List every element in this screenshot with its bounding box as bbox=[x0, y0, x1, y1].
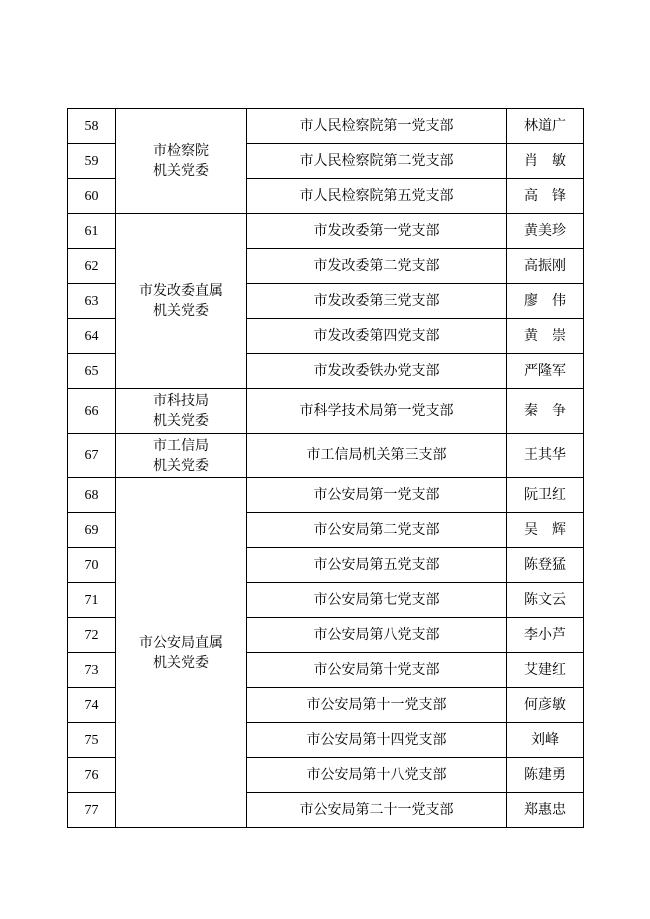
person-name: 严隆军 bbox=[507, 354, 584, 389]
parent-org-label: 市科技局 机关党委 bbox=[153, 393, 209, 429]
branch-name: 市工信局机关第三支部 bbox=[247, 434, 507, 478]
person-name: 秦 争 bbox=[507, 389, 584, 434]
row-number: 59 bbox=[68, 144, 116, 179]
branch-name: 市公安局第一党支部 bbox=[247, 478, 507, 513]
row-number: 62 bbox=[68, 249, 116, 284]
branch-name: 市公安局第十八党支部 bbox=[247, 758, 507, 793]
table-row bbox=[68, 109, 584, 144]
person-name: 陈登猛 bbox=[507, 548, 584, 583]
branch-name: 市发改委第三党支部 bbox=[247, 284, 507, 319]
branch-name: 市人民检察院第五党支部 bbox=[247, 179, 507, 214]
branch-name: 市公安局第二党支部 bbox=[247, 513, 507, 548]
row-number: 60 bbox=[68, 179, 116, 214]
party-branch-table bbox=[67, 108, 584, 828]
branch-name: 市公安局第十四党支部 bbox=[247, 723, 507, 758]
branch-name: 市发改委第二党支部 bbox=[247, 249, 507, 284]
person-name: 肖 敏 bbox=[507, 144, 584, 179]
person-name: 阮卫红 bbox=[507, 478, 584, 513]
table-row bbox=[68, 389, 584, 434]
person-name: 王其华 bbox=[507, 434, 584, 478]
parent-org-label: 市工信局 机关党委 bbox=[153, 437, 209, 474]
person-name: 林道广 bbox=[507, 109, 584, 144]
person-name: 陈建勇 bbox=[507, 758, 584, 793]
parent-org-label: 市发改委直属 机关党委 bbox=[139, 283, 223, 319]
branch-name: 市发改委第四党支部 bbox=[247, 319, 507, 354]
branch-name: 市公安局第十一党支部 bbox=[247, 688, 507, 723]
parent-org-cell bbox=[116, 214, 247, 389]
row-number: 72 bbox=[68, 618, 116, 653]
branch-name: 市发改委铁办党支部 bbox=[247, 354, 507, 389]
branch-name: 市科学技术局第一党支部 bbox=[247, 389, 507, 434]
person-name: 刘峰 bbox=[507, 723, 584, 758]
branch-name: 市人民检察院第二党支部 bbox=[247, 144, 507, 179]
row-number: 64 bbox=[68, 319, 116, 354]
person-name: 廖 伟 bbox=[507, 284, 584, 319]
parent-org-cell bbox=[116, 434, 247, 478]
row-number: 71 bbox=[68, 583, 116, 618]
person-name: 吴 辉 bbox=[507, 513, 584, 548]
branch-name: 市公安局第八党支部 bbox=[247, 618, 507, 653]
person-name: 郑惠忠 bbox=[507, 793, 584, 828]
branch-name: 市公安局第五党支部 bbox=[247, 548, 507, 583]
person-name: 李小芦 bbox=[507, 618, 584, 653]
row-number: 73 bbox=[68, 653, 116, 688]
row-number: 75 bbox=[68, 723, 116, 758]
row-number: 76 bbox=[68, 758, 116, 793]
row-number: 69 bbox=[68, 513, 116, 548]
row-number: 74 bbox=[68, 688, 116, 723]
row-number: 77 bbox=[68, 793, 116, 828]
branch-name: 市公安局第十党支部 bbox=[247, 653, 507, 688]
row-number: 63 bbox=[68, 284, 116, 319]
table-row bbox=[68, 214, 584, 249]
branch-name: 市公安局第二十一党支部 bbox=[247, 793, 507, 828]
row-number: 58 bbox=[68, 109, 116, 144]
row-number: 66 bbox=[68, 389, 116, 434]
person-name: 黄 崇 bbox=[507, 319, 584, 354]
person-name: 陈文云 bbox=[507, 583, 584, 618]
table-row bbox=[68, 478, 584, 513]
parent-org-cell bbox=[116, 478, 247, 828]
branch-name: 市发改委第一党支部 bbox=[247, 214, 507, 249]
parent-org-label: 市公安局直属 机关党委 bbox=[139, 634, 223, 671]
row-number: 70 bbox=[68, 548, 116, 583]
table-row bbox=[68, 434, 584, 478]
branch-name: 市人民检察院第一党支部 bbox=[247, 109, 507, 144]
parent-org-cell bbox=[116, 109, 247, 214]
person-name: 高 锋 bbox=[507, 179, 584, 214]
parent-org-cell bbox=[116, 389, 247, 434]
person-name: 何彦敏 bbox=[507, 688, 584, 723]
branch-name: 市公安局第七党支部 bbox=[247, 583, 507, 618]
row-number: 68 bbox=[68, 478, 116, 513]
person-name: 黄美珍 bbox=[507, 214, 584, 249]
row-number: 65 bbox=[68, 354, 116, 389]
person-name: 高振刚 bbox=[507, 249, 584, 284]
parent-org-label: 市检察院 机关党委 bbox=[153, 143, 209, 179]
row-number: 67 bbox=[68, 434, 116, 478]
row-number: 61 bbox=[68, 214, 116, 249]
person-name: 艾建红 bbox=[507, 653, 584, 688]
